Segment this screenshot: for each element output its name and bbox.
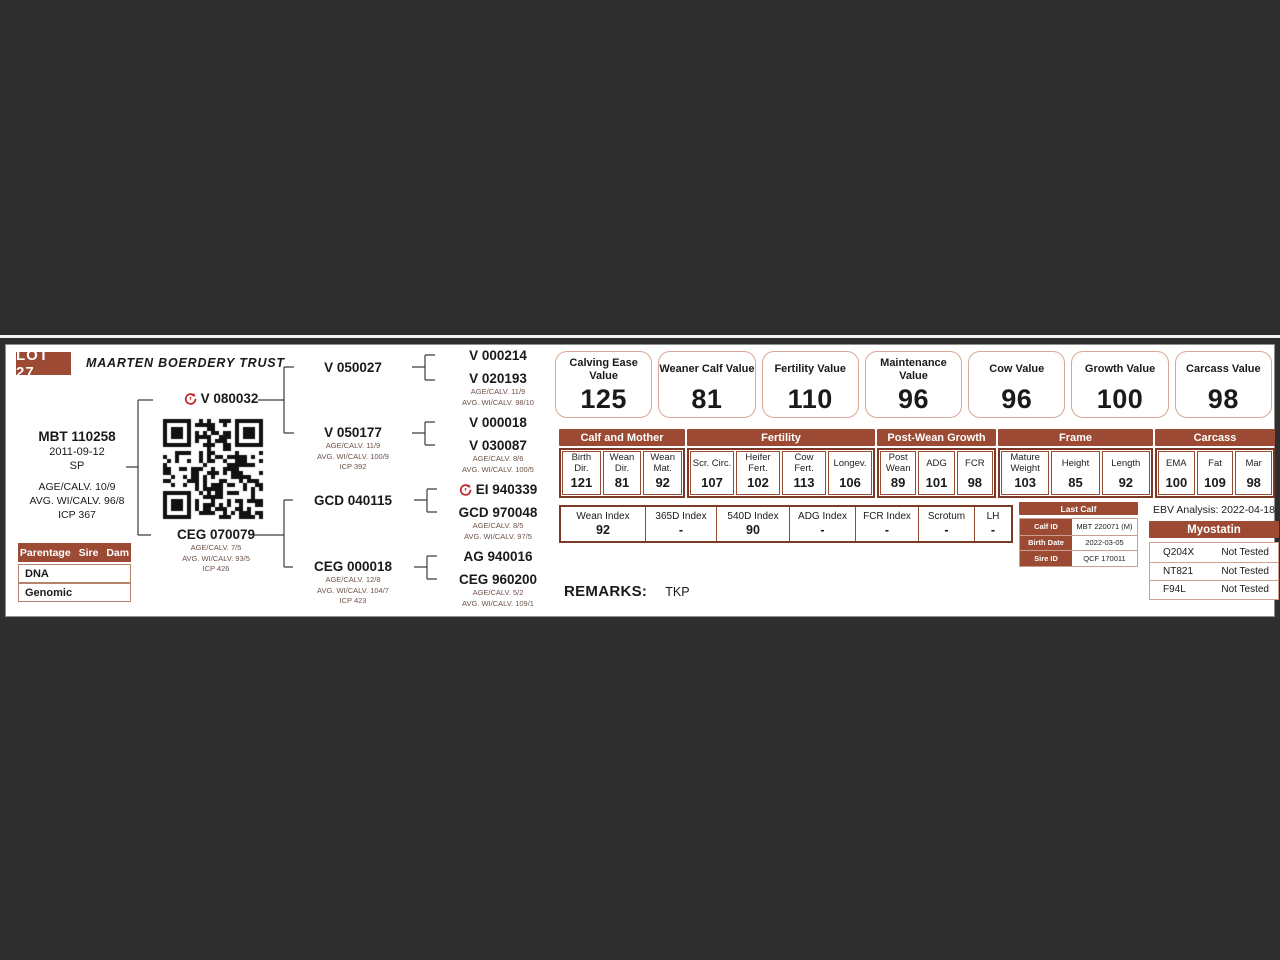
pedigree-gen3-item: [436, 348, 560, 363]
ebv-cell: Heifer Fert. 102: [736, 451, 780, 495]
pedigree-sire: [156, 391, 286, 406]
ebv-cell: Mature Weight 103: [1001, 451, 1049, 495]
pedigree-animal-id: AG 940016: [463, 549, 533, 564]
pedigree-animal-id: V 050177: [324, 425, 382, 440]
last-calf-row: Calf ID MBT 220071 (M): [1020, 519, 1137, 535]
pedigree-animal-id: CEG 070079: [176, 527, 256, 542]
index-cell: FCR Index -: [855, 507, 918, 541]
index-cell: Wean Index 92: [576, 511, 630, 537]
pedigree-animal-id: V 000018: [469, 415, 527, 430]
subject-animal-id: MBT 110258: [38, 429, 116, 444]
pedigree-gen3-item: V 020193 AGE/CALV. 11/9 AVG. WI/CALV. 98/10: [436, 371, 560, 407]
subject-icp: ICP 367: [58, 509, 96, 521]
pedigree-animal-id: GCD 040115: [313, 493, 393, 508]
pedigree-dam-dam: CEG 000018 AGE/CALV. 12/8 AVG. WI/CALV. 104/7 ICP 423: [293, 559, 413, 606]
remarks-value: TKP: [665, 585, 690, 599]
last-calf-title: Last Calf: [1019, 502, 1138, 515]
ebv-cell: Scr. Circ. 107: [690, 451, 734, 495]
value-box-calving-ease: Calving Ease Value 125: [555, 351, 652, 418]
parentage-genomic-row: Genomic: [18, 583, 131, 602]
remarks: [564, 583, 690, 600]
value-boxes-row: [555, 351, 1272, 418]
ebv-cell: Length 92: [1102, 451, 1150, 495]
pedigree-animal-id: CEG 960200: [458, 572, 538, 587]
ebv-cell: Wean Dir. 81: [603, 451, 642, 495]
parentage-header: Parentage Sire Dam: [18, 543, 131, 562]
pedigree-animal-id: V 030087: [469, 438, 527, 453]
last-calf-row: Birth Date 2022-03-05: [1020, 535, 1137, 551]
value-box-weaner-calf: Weaner Calf Value 81: [658, 351, 755, 418]
parentage-dna-row: DNA: [18, 564, 131, 583]
remarks-label: REMARKS:: [564, 583, 648, 600]
myostatin-row: F94L Not Tested: [1150, 580, 1278, 599]
ebv-group-fertility: Fertility Scr. Circ. 107 Heifer Fert. 102 Cow Fert. 113 Longev. 106: [687, 429, 875, 498]
ebv-cell: Birth Dir. 121: [562, 451, 601, 495]
lot-number-badge: LOT 27: [16, 352, 71, 375]
last-calf-panel: [1019, 502, 1138, 567]
qr-code: [161, 417, 265, 521]
value-box-growth: Growth Value 100: [1071, 351, 1168, 418]
pedigree-gen3-item: [436, 482, 560, 497]
value-box-fertility: Fertility Value 110: [762, 351, 859, 418]
ebv-cell: ADG 101: [918, 451, 954, 495]
value-box-maintenance: Maintenance Value 96: [865, 351, 962, 418]
pedigree-animal-id: V 000214: [469, 348, 527, 363]
value-box-carcass: Carcass Value 98: [1175, 351, 1272, 418]
lot-card: [5, 344, 1275, 617]
pedigree-gen3-item: CEG 960200 AGE/CALV. 5/2 AVG. WI/CALV. 109/1: [436, 572, 560, 608]
index-cell: 540D Index 90: [716, 507, 789, 541]
value-box-cow: Cow Value 96: [968, 351, 1065, 418]
index-cell: Scrotum -: [918, 507, 974, 541]
ebv-cell: Mar 98: [1235, 451, 1272, 495]
ebv-group-frame: Frame Mature Weight 103 Height 85 Length 92: [998, 429, 1153, 498]
pedigree-sire-dam: V 050177 AGE/CALV. 11/9 AVG. WI/CALV. 100/9 ICP 392: [293, 425, 413, 472]
ebv-cell: Longev. 106: [828, 451, 872, 495]
myostatin-row: Q204X Not Tested: [1163, 546, 1269, 558]
pedigree-dam: CEG 070079 AGE/CALV. 7/5 AVG. WI/CALV. 93/5 ICP 426: [151, 527, 281, 574]
page-separator-line: [0, 335, 1280, 338]
ebv-cell: Cow Fert. 113: [782, 451, 826, 495]
pedigree-animal-id: V 050027: [324, 360, 382, 375]
ebv-cell: Post Wean 89: [880, 451, 916, 495]
pedigree-animal-id: EI 940339: [475, 482, 538, 497]
pedigree-dam-sire: [293, 493, 413, 508]
breed-society-icon: [184, 392, 197, 405]
subject-avg-wi-calv: AVG. WI/CALV. 96/8: [29, 495, 125, 507]
ebv-group-carcass: Carcass EMA 100 Fat 109 Mar 98: [1155, 429, 1275, 498]
pedigree-sire-sire: [293, 360, 413, 375]
ebv-analysis-date: EBV Analysis: 2022-04-18: [1153, 504, 1275, 516]
subject-status: SP: [69, 460, 85, 472]
pedigree-animal-id: V 020193: [469, 371, 527, 386]
ebv-cell: FCR 98: [957, 451, 993, 495]
breed-society-icon: [459, 483, 472, 496]
pedigree-animal-id: V 080032: [200, 391, 259, 406]
index-cell: ADG Index -: [789, 507, 855, 541]
pedigree-animal-id: GCD 970048: [458, 505, 538, 520]
pedigree-animal-id: CEG 000018: [313, 559, 393, 574]
myostatin-title: Myostatin: [1149, 521, 1279, 538]
subject-age-calv: AGE/CALV. 10/9: [38, 481, 116, 493]
pedigree-gen3-item: [436, 415, 560, 430]
ebv-group-post-wean-growth: Post-Wean Growth Post Wean 89 ADG 101 FCR 98: [877, 429, 996, 498]
ebv-cell: EMA 100: [1158, 451, 1195, 495]
breeder-name: MAARTEN BOERDERY TRUST: [86, 356, 285, 370]
pedigree-gen3-item: [436, 549, 560, 564]
index-table: [559, 505, 1013, 543]
myostatin-row: NT821 Not Tested: [1150, 562, 1278, 581]
last-calf-row: Sire ID QCF 170011: [1020, 550, 1137, 566]
ebv-group-calf-and-mother: Calf and Mother Birth Dir. 121 Wean Dir. 81 Wean Mat. 92: [559, 429, 685, 498]
ebv-cell: Wean Mat. 92: [643, 451, 682, 495]
pedigree-gen3-item: V 030087 AGE/CALV. 8/6 AVG. WI/CALV. 100/5: [436, 438, 560, 474]
myostatin-table: [1149, 542, 1279, 600]
ebv-cell: Fat 109: [1197, 451, 1234, 495]
ebv-cell: Height 85: [1051, 451, 1099, 495]
index-cell: 365D Index -: [645, 507, 716, 541]
index-cell: LH -: [974, 507, 1011, 541]
pedigree-gen3-item: GCD 970048 AGE/CALV. 8/5 AVG. WI/CALV. 97/5: [436, 505, 560, 541]
subject-birth-date: 2011-09-12: [49, 446, 105, 458]
